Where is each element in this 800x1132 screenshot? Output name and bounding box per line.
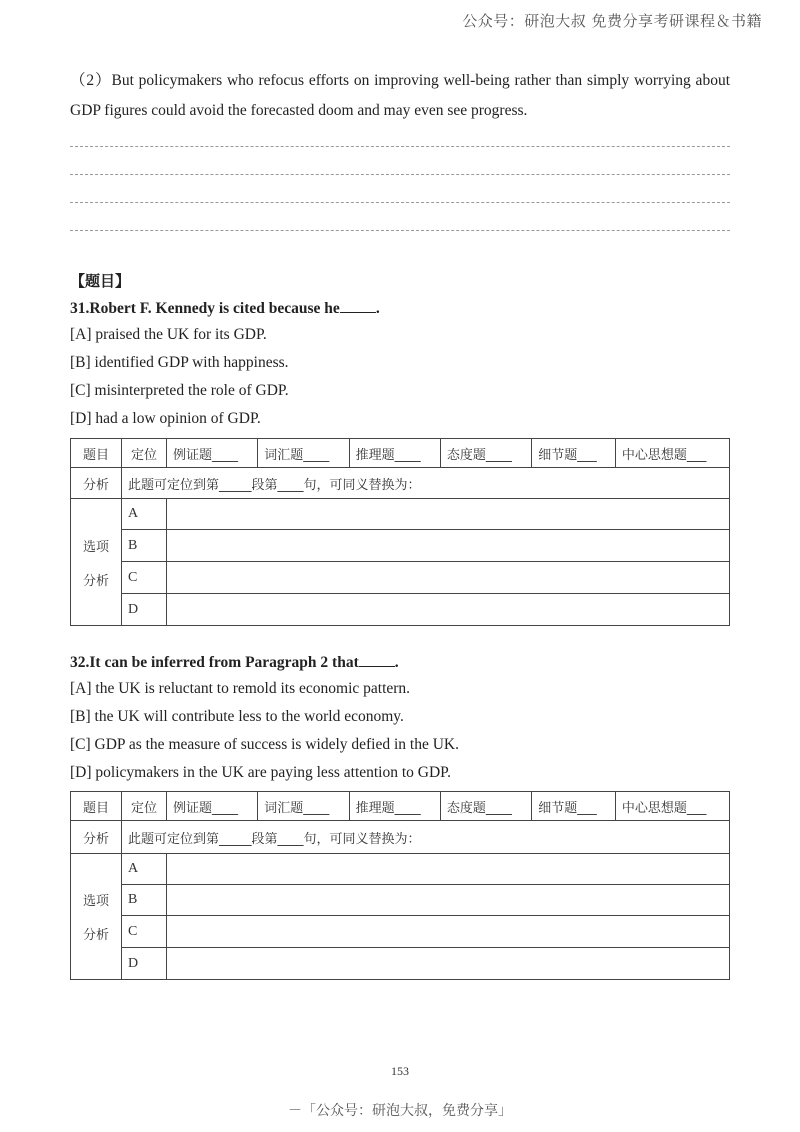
option-c-analysis-cell — [167, 916, 730, 948]
option-d-label: D — [122, 594, 167, 626]
type-detail: 细节题___ — [532, 439, 616, 468]
question-31-analysis-table — [70, 438, 730, 626]
option-a-label: A — [122, 499, 167, 530]
title-label-top: 题目 — [71, 792, 122, 821]
question-32-blank — [359, 652, 395, 667]
question-32-option-d: [D] policymakers in the UK are paying less attention to GDP. — [70, 764, 451, 781]
question-32-option-a: [A] the UK is reluctant to remold its economic pattern. — [70, 680, 411, 697]
option-a-analysis-cell — [167, 499, 730, 530]
question-32-period: . — [394, 654, 399, 671]
page-number: 153 — [391, 1064, 409, 1078]
question-31-option-a: [A] praised the UK for its GDP. — [70, 326, 267, 343]
locate-sentence: 此题可定位到第_____段第____句，可同义替换为： — [122, 821, 730, 854]
question-31-period: . — [375, 300, 380, 317]
option-b-analysis-cell — [167, 530, 730, 562]
option-c-label: C — [122, 916, 167, 948]
question-31-stem — [70, 298, 380, 318]
option-d-analysis-cell — [167, 594, 730, 626]
options-analysis-label: 选项 分析 — [71, 499, 122, 626]
answer-line-1 — [70, 146, 730, 147]
option-a-analysis-cell — [167, 854, 730, 885]
locate-sentence: 此题可定位到第_____段第____句，可同义替换为： — [122, 468, 730, 499]
type-inference: 推理题____ — [349, 792, 440, 821]
title-label-top: 题目 — [71, 439, 122, 468]
option-d-label: D — [122, 948, 167, 980]
translation-sentence: （2）But policymakers who refocus efforts on improving well-being rather than simply worrying about GDP figures could avoid the forecasted doom and may even see progress. — [70, 72, 730, 119]
type-detail: 细节题___ — [532, 792, 616, 821]
question-32-option-b: [B] the UK will contribute less to the world economy. — [70, 708, 404, 725]
answer-line-4 — [70, 230, 730, 231]
answer-line-2 — [70, 174, 730, 175]
question-31-option-c: [C] misinterpreted the role of GDP. — [70, 382, 289, 399]
locate-label: 定位 — [122, 792, 167, 821]
option-b-label: B — [122, 530, 167, 562]
locate-label: 定位 — [122, 439, 167, 468]
type-vocabulary: 词汇题____ — [258, 792, 349, 821]
type-example: 例证题____ — [167, 439, 258, 468]
option-d-analysis-cell — [167, 948, 730, 980]
options-analysis-label: 选项 分析 — [71, 854, 122, 980]
option-c-label: C — [122, 562, 167, 594]
type-main-idea: 中心思想题___ — [615, 792, 729, 821]
question-32-analysis-table — [70, 791, 730, 980]
answer-line-3 — [70, 202, 730, 203]
section-heading: 【题目】 — [70, 272, 131, 290]
option-b-label: B — [122, 885, 167, 916]
question-31-blank — [340, 298, 376, 313]
type-main-idea: 中心思想题___ — [615, 439, 729, 468]
question-32-stem — [70, 652, 399, 672]
question-31-option-d: [D] had a low opinion of GDP. — [70, 410, 261, 427]
question-32-option-c: [C] GDP as the measure of success is widely defied in the UK. — [70, 736, 459, 753]
header-watermark: 公众号：研泡大叔 免费分享考研课程＆书籍 — [462, 12, 762, 30]
question-32-text: 32.It can be inferred from Paragraph 2 that — [70, 654, 359, 671]
option-b-analysis-cell — [167, 885, 730, 916]
type-example: 例证题____ — [167, 792, 258, 821]
title-label-bottom: 分析 — [71, 821, 122, 854]
type-attitude: 态度题____ — [440, 439, 531, 468]
option-a-label: A — [122, 854, 167, 885]
footer-watermark: －「公众号：研泡大叔，免费分享」 — [288, 1103, 512, 1119]
option-c-analysis-cell — [167, 562, 730, 594]
question-31-text: 31.Robert F. Kennedy is cited because he — [70, 300, 340, 317]
type-attitude: 态度题____ — [440, 792, 531, 821]
title-label-bottom: 分析 — [71, 468, 122, 499]
type-inference: 推理题____ — [349, 439, 440, 468]
type-vocabulary: 词汇题____ — [258, 439, 349, 468]
question-31-option-b: [B] identified GDP with happiness. — [70, 354, 289, 371]
